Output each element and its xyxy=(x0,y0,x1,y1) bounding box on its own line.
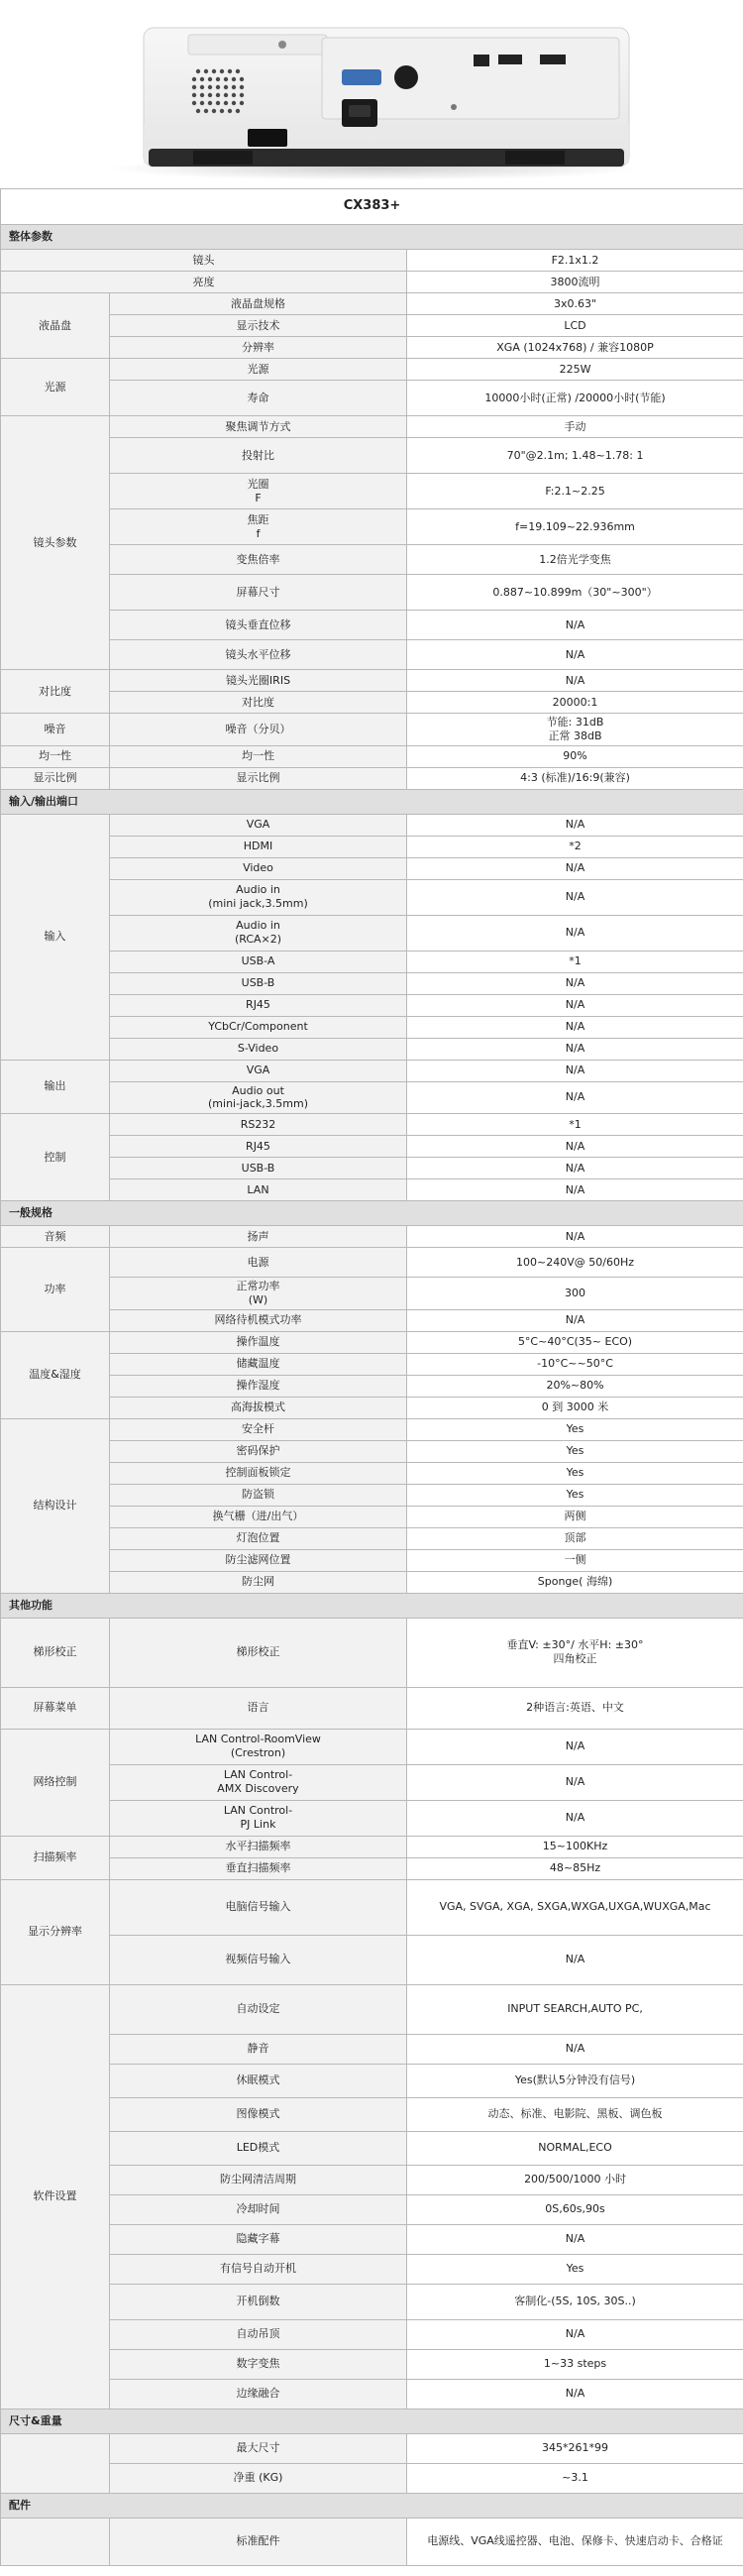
spec-item: RS232 xyxy=(110,1114,407,1136)
spec-value: 200/500/1000 小时 xyxy=(407,2165,743,2194)
spec-value: 15~100KHz xyxy=(407,1836,743,1857)
spec-item: 安全杆 xyxy=(110,1418,407,1440)
spec-row xyxy=(1,972,743,994)
spec-item: 自动吊顶 xyxy=(110,2319,407,2349)
section-title: 输入/输出端口 xyxy=(1,789,743,814)
spec-item: 显示比例 xyxy=(110,767,407,789)
spec-row xyxy=(1,416,743,438)
spec-row xyxy=(1,337,743,359)
spec-item: 操作温度 xyxy=(110,1331,407,1353)
spec-item: 投射比 xyxy=(110,438,407,474)
spec-row xyxy=(1,1226,743,1248)
spec-row xyxy=(1,1278,743,1310)
spec-item: 高海拔模式 xyxy=(110,1397,407,1418)
spec-value: *2 xyxy=(407,836,743,857)
spec-row xyxy=(1,1687,743,1729)
spec-item: YCbCr/Component xyxy=(110,1016,407,1038)
spec-value: N/A xyxy=(407,1081,743,1114)
spec-row xyxy=(1,1729,743,1764)
spec-row xyxy=(1,1418,743,1440)
spec-row xyxy=(1,2319,743,2349)
spec-item: 灯泡位置 xyxy=(110,1527,407,1549)
spec-group: 输出 xyxy=(1,1060,110,1114)
spec-row xyxy=(1,994,743,1016)
spec-item: 网络待机模式功率 xyxy=(110,1309,407,1331)
spec-value: 电源线、VGA线遥控器、电池、保修卡、快速启动卡、合格证 xyxy=(407,2518,743,2565)
spec-row xyxy=(1,1935,743,1984)
section-header xyxy=(1,1201,743,1226)
spec-group: 输入 xyxy=(1,814,110,1060)
spec-group: 对比度 xyxy=(1,670,110,714)
spec-group: 结构设计 xyxy=(1,1418,110,1593)
spec-value: 225W xyxy=(407,359,743,381)
spec-row xyxy=(1,1764,743,1800)
spec-item: 显示技术 xyxy=(110,315,407,337)
spec-item: VGA xyxy=(110,1060,407,1081)
spec-item: LED模式 xyxy=(110,2131,407,2165)
section-title: 一般规格 xyxy=(1,1201,743,1226)
spec-item: 休眠模式 xyxy=(110,2064,407,2097)
spec-row xyxy=(1,915,743,951)
spec-row xyxy=(1,1016,743,1038)
spec-row xyxy=(1,1571,743,1593)
section-header xyxy=(1,789,743,814)
spec-row xyxy=(1,1857,743,1879)
spec-row xyxy=(1,2131,743,2165)
spec-value: 垂直V: ±30°/ 水平H: ±30° 四角校正 xyxy=(407,1618,743,1687)
spec-row xyxy=(1,1527,743,1549)
spec-item: 图像模式 xyxy=(110,2097,407,2131)
section-title: 其他功能 xyxy=(1,1593,743,1618)
spec-value: -10°C~~50°C xyxy=(407,1353,743,1375)
spec-row xyxy=(1,1800,743,1836)
spec-value: 两侧 xyxy=(407,1506,743,1527)
spec-row xyxy=(1,1331,743,1353)
spec-value: N/A xyxy=(407,1179,743,1201)
spec-row xyxy=(1,474,743,509)
spec-value: N/A xyxy=(407,972,743,994)
spec-row xyxy=(1,1353,743,1375)
spec-item: 对比度 xyxy=(110,692,407,714)
spec-row xyxy=(1,1440,743,1462)
spec-row xyxy=(1,2463,743,2493)
spec-value: N/A xyxy=(407,670,743,692)
spec-group: 亮度 xyxy=(1,272,407,293)
spec-value: N/A xyxy=(407,2224,743,2254)
spec-item: LAN xyxy=(110,1179,407,1201)
spec-value: 10000小时(正常) /20000小时(节能) xyxy=(407,381,743,416)
spec-item: 镜头水平位移 xyxy=(110,640,407,670)
spec-value: 3x0.63" xyxy=(407,293,743,315)
spec-value: 0.887~10.899m（30"~300"） xyxy=(407,575,743,611)
spec-item: 垂直扫描频率 xyxy=(110,1857,407,1879)
spec-row xyxy=(1,315,743,337)
spec-group: 噪音 xyxy=(1,714,110,746)
section-header xyxy=(1,1593,743,1618)
spec-item: Audio in (mini jack,3.5mm) xyxy=(110,879,407,915)
section-header xyxy=(1,2493,743,2518)
section-title: 配件 xyxy=(1,2493,743,2518)
spec-item: 语言 xyxy=(110,1687,407,1729)
spec-row xyxy=(1,2097,743,2131)
spec-row xyxy=(1,1836,743,1857)
spec-value: 2种语言:英语、中文 xyxy=(407,1687,743,1729)
spec-value: N/A xyxy=(407,1158,743,1179)
section-title: 尺寸&重量 xyxy=(1,2408,743,2433)
spec-row xyxy=(1,359,743,381)
spec-group: 显示比例 xyxy=(1,767,110,789)
spec-row xyxy=(1,2433,743,2463)
spec-value: 20%~80% xyxy=(407,1375,743,1397)
spec-item: 噪音（分贝） xyxy=(110,714,407,746)
spec-value: Yes xyxy=(407,1418,743,1440)
spec-value: N/A xyxy=(407,1136,743,1158)
spec-row xyxy=(1,1038,743,1060)
spec-row xyxy=(1,836,743,857)
spec-row xyxy=(1,1506,743,1527)
spec-value: 345*261*99 xyxy=(407,2433,743,2463)
spec-value: N/A xyxy=(407,857,743,879)
spec-row xyxy=(1,2064,743,2097)
spec-group xyxy=(1,2518,110,2565)
spec-row xyxy=(1,879,743,915)
spec-value: LCD xyxy=(407,315,743,337)
spec-item: LAN Control- AMX Discovery xyxy=(110,1764,407,1800)
spec-item: USB-A xyxy=(110,951,407,972)
spec-value: N/A xyxy=(407,611,743,640)
spec-value: INPUT SEARCH,AUTO PC, xyxy=(407,1984,743,2034)
spec-item: 均一性 xyxy=(110,745,407,767)
spec-row xyxy=(1,857,743,879)
spec-value: N/A xyxy=(407,1038,743,1060)
spec-value: 1.2倍光学变焦 xyxy=(407,545,743,575)
spec-row xyxy=(1,2518,743,2565)
spec-row xyxy=(1,2224,743,2254)
spec-group: 扫描频率 xyxy=(1,1836,110,1879)
spec-value: N/A xyxy=(407,1800,743,1836)
spec-item: 标准配件 xyxy=(110,2518,407,2565)
spec-value: N/A xyxy=(407,1764,743,1800)
spec-value: XGA (1024x768) / 兼容1080P xyxy=(407,337,743,359)
spec-item: 变焦倍率 xyxy=(110,545,407,575)
spec-row xyxy=(1,1984,743,2034)
spec-value: 90% xyxy=(407,745,743,767)
projector-illustration xyxy=(0,0,743,188)
spec-value: N/A xyxy=(407,2319,743,2349)
spec-group: 显示分辨率 xyxy=(1,1879,110,1984)
spec-item: 静音 xyxy=(110,2034,407,2064)
spec-table xyxy=(0,188,743,2566)
spec-row xyxy=(1,293,743,315)
spec-row xyxy=(1,1248,743,1278)
spec-group: 屏幕菜单 xyxy=(1,1687,110,1729)
spec-group: 镜头 xyxy=(1,250,407,272)
spec-item: Audio out (mini-jack,3.5mm) xyxy=(110,1081,407,1114)
spec-row xyxy=(1,1879,743,1935)
spec-item: RJ45 xyxy=(110,1136,407,1158)
spec-item: VGA xyxy=(110,814,407,836)
spec-item: 自动设定 xyxy=(110,1984,407,2034)
spec-row xyxy=(1,670,743,692)
spec-item: 光源 xyxy=(110,359,407,381)
spec-group: 功率 xyxy=(1,1248,110,1332)
spec-value: N/A xyxy=(407,1016,743,1038)
spec-row xyxy=(1,2194,743,2224)
spec-value: 手动 xyxy=(407,416,743,438)
spec-row xyxy=(1,509,743,545)
spec-group: 均一性 xyxy=(1,745,110,767)
spec-value: N/A xyxy=(407,879,743,915)
spec-value: 70"@2.1m; 1.48~1.78: 1 xyxy=(407,438,743,474)
spec-value: 5°C~40°C(35~ ECO) xyxy=(407,1331,743,1353)
spec-item: 镜头光圈IRIS xyxy=(110,670,407,692)
spec-row xyxy=(1,1060,743,1081)
spec-value: NORMAL,ECO xyxy=(407,2131,743,2165)
spec-value: Sponge( 海绵) xyxy=(407,1571,743,1593)
spec-row xyxy=(1,1158,743,1179)
spec-row xyxy=(1,250,743,272)
spec-value: 3800流明 xyxy=(407,272,743,293)
spec-group: 软件设置 xyxy=(1,1984,110,2408)
spec-item: 镜头垂直位移 xyxy=(110,611,407,640)
spec-value: 节能: 31dB 正常 38dB xyxy=(407,714,743,746)
spec-value: F:2.1~2.25 xyxy=(407,474,743,509)
spec-row xyxy=(1,692,743,714)
spec-row xyxy=(1,1462,743,1484)
spec-value: N/A xyxy=(407,640,743,670)
spec-value: N/A xyxy=(407,1309,743,1331)
spec-item: 寿命 xyxy=(110,381,407,416)
spec-item: 水平扫描频率 xyxy=(110,1836,407,1857)
spec-item: 电源 xyxy=(110,1248,407,1278)
spec-item: 储藏温度 xyxy=(110,1353,407,1375)
spec-item: USB-B xyxy=(110,1158,407,1179)
spec-value: N/A xyxy=(407,814,743,836)
spec-item: 控制面板锁定 xyxy=(110,1462,407,1484)
spec-value: 300 xyxy=(407,1278,743,1310)
spec-item: 冷却时间 xyxy=(110,2194,407,2224)
spec-row xyxy=(1,2379,743,2408)
spec-item: LAN Control- PJ Link xyxy=(110,1800,407,1836)
spec-value: f=19.109~22.936mm xyxy=(407,509,743,545)
spec-row xyxy=(1,1397,743,1418)
spec-row xyxy=(1,1484,743,1506)
spec-item: LAN Control-RoomView (Crestron) xyxy=(110,1729,407,1764)
spec-item: 屏幕尺寸 xyxy=(110,575,407,611)
model-title-row xyxy=(1,189,743,225)
spec-item: 换气栅（进/出气） xyxy=(110,1506,407,1527)
spec-value: N/A xyxy=(407,2379,743,2408)
spec-item: 数字变焦 xyxy=(110,2349,407,2379)
spec-row xyxy=(1,2284,743,2319)
spec-item: S-Video xyxy=(110,1038,407,1060)
spec-item: 聚焦调节方式 xyxy=(110,416,407,438)
spec-item: 防尘网 xyxy=(110,1571,407,1593)
spec-value: Yes xyxy=(407,1484,743,1506)
spec-row xyxy=(1,640,743,670)
spec-item: 防尘网清洁周期 xyxy=(110,2165,407,2194)
spec-row xyxy=(1,611,743,640)
spec-group: 控制 xyxy=(1,1114,110,1201)
section-title: 整体参数 xyxy=(1,225,743,250)
spec-row xyxy=(1,2165,743,2194)
spec-row xyxy=(1,1618,743,1687)
spec-item: 净重 (KG) xyxy=(110,2463,407,2493)
spec-row xyxy=(1,1114,743,1136)
spec-row xyxy=(1,2034,743,2064)
spec-item: HDMI xyxy=(110,836,407,857)
spec-item: 防盗锁 xyxy=(110,1484,407,1506)
spec-group: 镜头参数 xyxy=(1,416,110,670)
spec-item: 有信号自动开机 xyxy=(110,2254,407,2284)
spec-item: 光圈 F xyxy=(110,474,407,509)
spec-row xyxy=(1,381,743,416)
spec-row xyxy=(1,575,743,611)
spec-value: *1 xyxy=(407,951,743,972)
spec-item: USB-B xyxy=(110,972,407,994)
spec-value: 4:3 (标准)/16:9(兼容) xyxy=(407,767,743,789)
spec-row xyxy=(1,545,743,575)
spec-row xyxy=(1,2349,743,2379)
spec-row xyxy=(1,1136,743,1158)
spec-item: 电脑信号输入 xyxy=(110,1879,407,1935)
spec-value: 一侧 xyxy=(407,1549,743,1571)
spec-row xyxy=(1,438,743,474)
spec-value: N/A xyxy=(407,994,743,1016)
spec-value: 0 到 3000 米 xyxy=(407,1397,743,1418)
spec-row xyxy=(1,1309,743,1331)
spec-value: Yes xyxy=(407,1440,743,1462)
spec-item: 边缘融合 xyxy=(110,2379,407,2408)
spec-group xyxy=(1,2433,110,2493)
spec-item: 扬声 xyxy=(110,1226,407,1248)
spec-item: 视频信号输入 xyxy=(110,1935,407,1984)
spec-item: RJ45 xyxy=(110,994,407,1016)
spec-row xyxy=(1,951,743,972)
spec-item: 正常功率 (W) xyxy=(110,1278,407,1310)
spec-value: F2.1x1.2 xyxy=(407,250,743,272)
spec-row xyxy=(1,1179,743,1201)
spec-row xyxy=(1,272,743,293)
section-header xyxy=(1,225,743,250)
spec-row xyxy=(1,814,743,836)
spec-value: 顶部 xyxy=(407,1527,743,1549)
spec-item: 防尘滤网位置 xyxy=(110,1549,407,1571)
spec-row xyxy=(1,714,743,746)
spec-row xyxy=(1,767,743,789)
spec-value: N/A xyxy=(407,1729,743,1764)
product-image xyxy=(0,0,743,188)
spec-item: 操作湿度 xyxy=(110,1375,407,1397)
spec-item: 焦距 f xyxy=(110,509,407,545)
spec-value: 20000:1 xyxy=(407,692,743,714)
spec-value: N/A xyxy=(407,1060,743,1081)
spec-value: *1 xyxy=(407,1114,743,1136)
spec-item: 最大尺寸 xyxy=(110,2433,407,2463)
spec-group: 温度&湿度 xyxy=(1,1331,110,1418)
spec-value: N/A xyxy=(407,1226,743,1248)
spec-value: Yes xyxy=(407,2254,743,2284)
spec-value: ~3.1 xyxy=(407,2463,743,2493)
spec-row xyxy=(1,2254,743,2284)
spec-item: 开机倒数 xyxy=(110,2284,407,2319)
spec-item: Video xyxy=(110,857,407,879)
spec-value: VGA, SVGA, XGA, SXGA,WXGA,UXGA,WUXGA,Mac xyxy=(407,1879,743,1935)
spec-item: 隐藏字幕 xyxy=(110,2224,407,2254)
section-header xyxy=(1,2408,743,2433)
spec-value: Yes(默认5分钟没有信号) xyxy=(407,2064,743,2097)
spec-row xyxy=(1,1549,743,1571)
spec-value: 48~85Hz xyxy=(407,1857,743,1879)
spec-group: 网络控制 xyxy=(1,1729,110,1836)
spec-value: N/A xyxy=(407,1935,743,1984)
spec-value: 客制化-(5S, 10S, 30S..) xyxy=(407,2284,743,2319)
spec-group: 光源 xyxy=(1,359,110,416)
spec-item: 梯形校正 xyxy=(110,1618,407,1687)
spec-item: 分辨率 xyxy=(110,337,407,359)
spec-item: 密码保护 xyxy=(110,1440,407,1462)
spec-value: Yes xyxy=(407,1462,743,1484)
spec-row xyxy=(1,745,743,767)
spec-group: 梯形校正 xyxy=(1,1618,110,1687)
spec-row xyxy=(1,1375,743,1397)
spec-value: 1~33 steps xyxy=(407,2349,743,2379)
spec-value: N/A xyxy=(407,2034,743,2064)
spec-item: Audio in (RCA×2) xyxy=(110,915,407,951)
model-title: CX383+ xyxy=(1,189,743,225)
spec-group: 液晶盘 xyxy=(1,293,110,359)
spec-item: 液晶盘规格 xyxy=(110,293,407,315)
spec-group: 音频 xyxy=(1,1226,110,1248)
spec-row xyxy=(1,1081,743,1114)
spec-value: N/A xyxy=(407,915,743,951)
spec-value: 100~240V@ 50/60Hz xyxy=(407,1248,743,1278)
spec-value: 动态、标准、电影院、黑板、调色板 xyxy=(407,2097,743,2131)
spec-value: 0S,60s,90s xyxy=(407,2194,743,2224)
